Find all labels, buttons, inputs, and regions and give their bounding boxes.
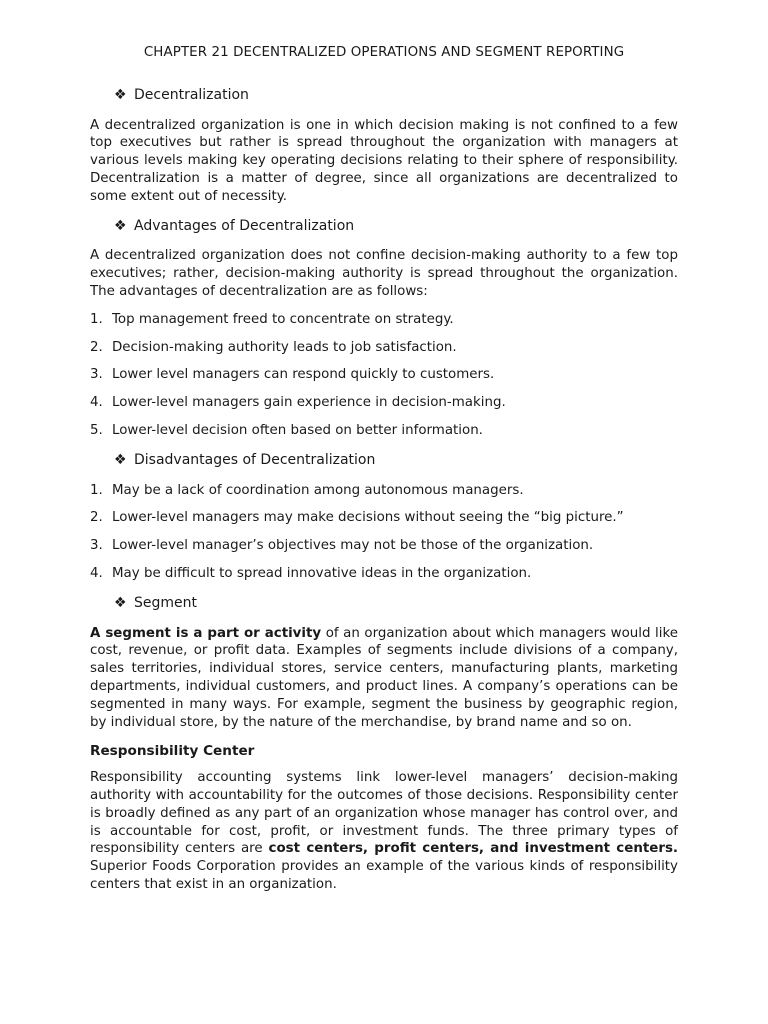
segment-text: of an organization about which managers would like cost, revenue, or profit data. Examples of segments include divisions of a company, sales territories, individual stores, service centers, manufacturing plants, marketing departments, individual customers, and product lines. A company’s operations can be segmented in many ways. For example, segment the business by geographic region, by individual store, by the nature of the merchandise, by brand name and so on. [90, 625, 678, 730]
paragraph-decentralization: A decentralized organization is one in which decision making is not confined to a few top executives but rather is spread throughout the organization with managers at various levels making key operating decisions relating to their sphere of responsibility. Decentralization is a matter of degree, since all organizations are decentralized to some extent out of necessity. [90, 117, 678, 204]
segment-bold-lead: A segment is a part or activity [90, 625, 322, 641]
list-number: 2. [90, 339, 103, 355]
heading-text: Disadvantages of Decentralization [134, 451, 376, 468]
responsibility-text-2: Superior Foods Corporation provides an example of the various kinds of responsibility centers that exist in an organization. [90, 859, 678, 892]
list-item [90, 394, 678, 412]
chapter-title: CHAPTER 21 DECENTRALIZED OPERATIONS AND SEGMENT REPORTING [143, 45, 625, 60]
list-number: 4. [90, 395, 103, 411]
list-text: Lower-level managers gain experience in decision-making. [112, 395, 506, 411]
list-text: May be difficult to spread innovative ideas in the organization. [112, 565, 532, 581]
responsibility-text-1: Responsibility accounting systems link lower-level managers’ decision-making authority with accountability for the outcomes of those decisions. Responsibility center is broadly defined as any part of an organization whose manager has control over, and is accountable for cost, profit, or investment funds. The three primary types of responsibility centers are [90, 770, 678, 857]
list-item [90, 537, 678, 555]
list-item [90, 311, 678, 329]
disadvantages-list [90, 482, 678, 583]
list-item [90, 422, 678, 440]
list-text: Lower-level managers may make decisions without seeing the “big picture.” [112, 510, 624, 526]
list-number: 4. [90, 565, 103, 581]
advantages-list [90, 311, 678, 440]
diamond-bullet-icon: ❖ [114, 217, 127, 234]
list-item [90, 366, 678, 384]
list-number: 2. [90, 510, 103, 526]
list-number: 1. [90, 311, 103, 327]
list-item [90, 339, 678, 357]
list-text: Lower-level decision often based on better information. [112, 422, 483, 438]
responsibility-bold: cost centers, profit centers, and investment centers. [268, 841, 678, 857]
list-text: Top management freed to concentrate on strategy. [112, 311, 454, 327]
list-item [90, 482, 678, 500]
list-item [90, 509, 678, 527]
paragraph-advantages-intro: A decentralized organization does not confine decision-making authority to a few top executives; rather, decision-making authority is spread throughout the organization. The advantages of decentralization are as follows: [90, 248, 678, 299]
list-text: Lower level managers can respond quickly to customers. [112, 367, 495, 383]
list-text: Lower-level manager’s objectives may not be those of the organization. [112, 538, 594, 554]
heading-text: Decentralization [134, 86, 249, 103]
paragraph-segment [90, 625, 678, 732]
diamond-bullet-icon: ❖ [114, 451, 127, 468]
list-number: 3. [90, 367, 103, 383]
heading-advantages [114, 218, 678, 236]
heading-decentralization [114, 87, 678, 105]
heading-segment [114, 595, 678, 613]
list-text: May be a lack of coordination among autonomous managers. [112, 482, 524, 498]
diamond-bullet-icon: ❖ [114, 594, 127, 611]
list-number: 5. [90, 422, 103, 438]
heading-text: Segment [134, 594, 197, 611]
list-number: 1. [90, 482, 103, 498]
heading-text: Advantages of Decentralization [134, 217, 355, 234]
heading-responsibility-center: Responsibility Center [90, 743, 255, 760]
list-text: Decision-making authority leads to job satisfaction. [112, 339, 457, 355]
heading-disadvantages [114, 452, 678, 470]
list-number: 3. [90, 538, 103, 554]
paragraph-responsibility [90, 769, 678, 894]
diamond-bullet-icon: ❖ [114, 86, 127, 103]
list-item [90, 565, 678, 583]
